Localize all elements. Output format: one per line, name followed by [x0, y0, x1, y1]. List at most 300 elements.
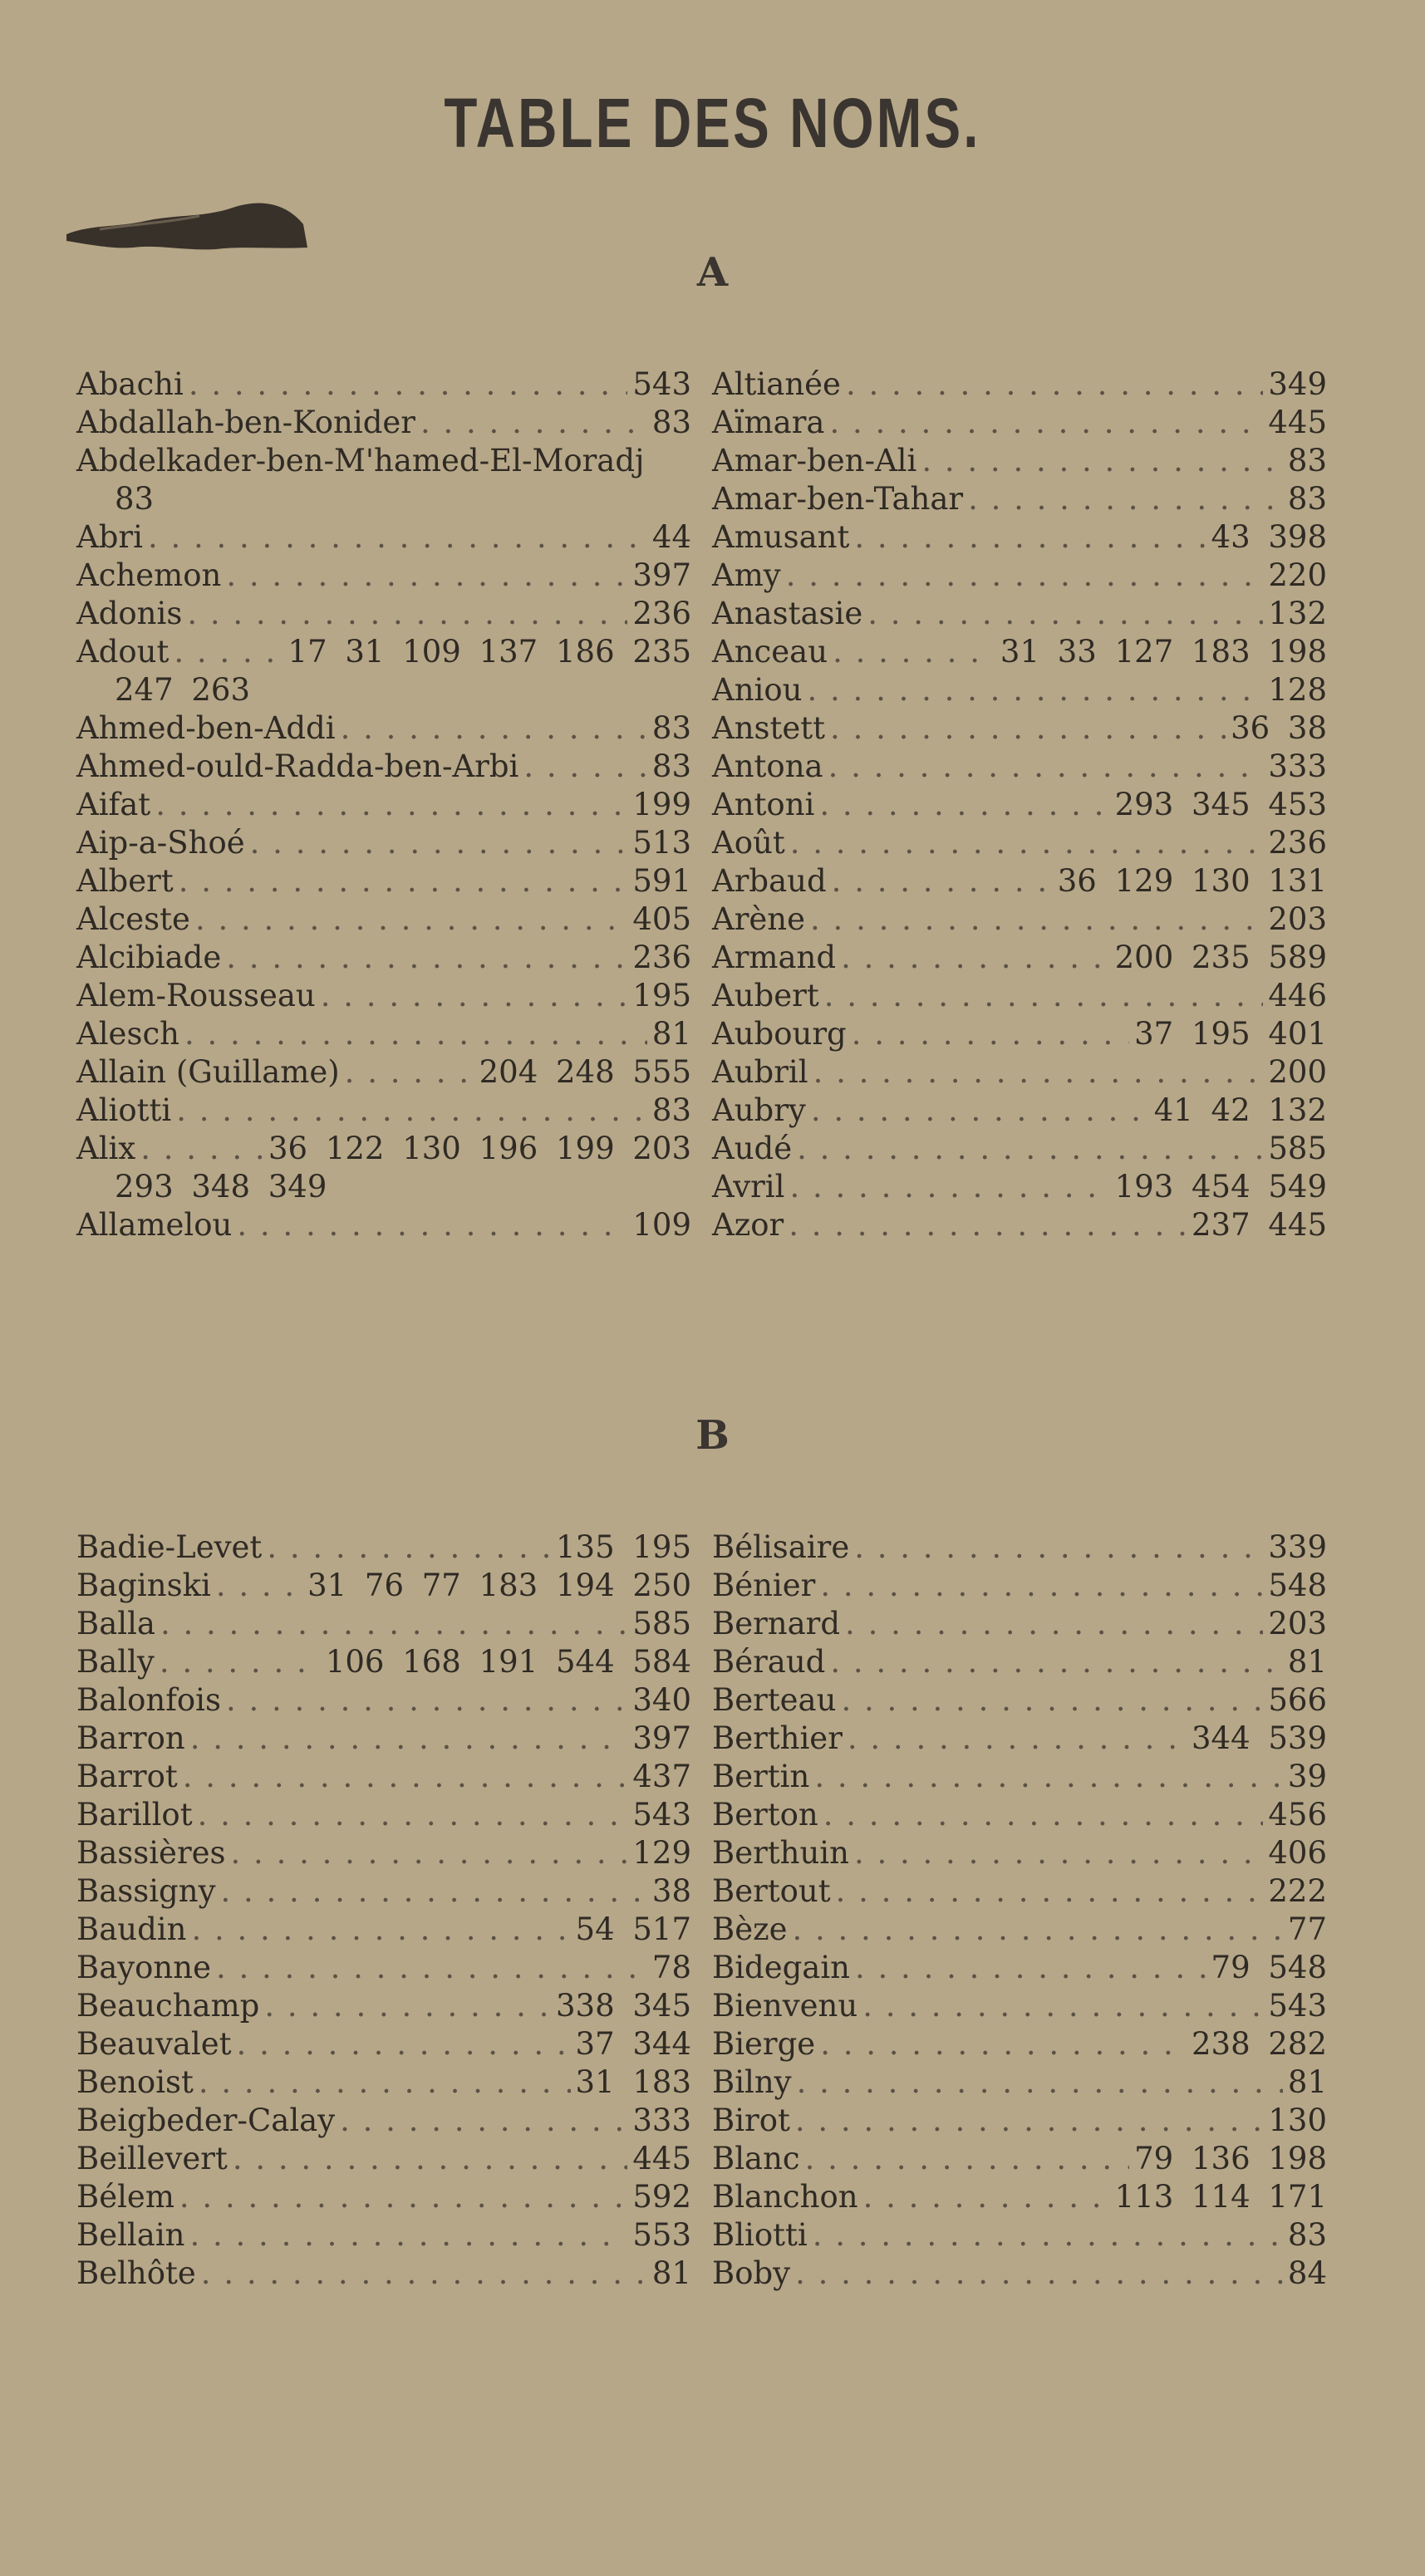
- entry-pages: 81: [1287, 1644, 1327, 1680]
- leader-dots: [805, 2140, 1130, 2178]
- leader-dots: [160, 1643, 321, 1681]
- entry-pages: 36 122 130 196 199 203: [268, 1131, 691, 1166]
- index-entry: [712, 557, 1327, 595]
- index-entry: [76, 1949, 691, 1987]
- entry-name: Aubril: [712, 1054, 808, 1090]
- entry-pages: 195: [632, 978, 691, 1013]
- entry-pages: 397: [632, 557, 691, 593]
- index-entry: [712, 900, 1327, 939]
- entry-pages: 83: [651, 1092, 691, 1128]
- entry-name: Blanc: [712, 2141, 800, 2176]
- entry-name: Bliotti: [712, 2217, 808, 2253]
- index-entry: [76, 2178, 691, 2216]
- entry-pages: 585: [1268, 1131, 1327, 1166]
- entry-pages: 553: [632, 2217, 691, 2253]
- index-entry: [712, 2178, 1327, 2216]
- leader-dots: [808, 671, 1264, 709]
- entry-name: Achemon: [76, 557, 222, 593]
- entry-name: Aubry: [712, 1092, 806, 1128]
- entry-pages: 236: [632, 940, 691, 975]
- leader-dots: [233, 2140, 628, 2178]
- index-entry: [712, 1720, 1327, 1758]
- index-entry: [712, 1681, 1327, 1720]
- leader-dots: [231, 1834, 628, 1872]
- entry-name: Beillevert: [76, 2141, 228, 2176]
- leader-dots: [820, 2025, 1187, 2063]
- index-entry: [712, 786, 1327, 824]
- leader-dots: [854, 1834, 1263, 1872]
- index-entry: [76, 2255, 691, 2293]
- entry-name: Bienvenu: [712, 1988, 858, 2024]
- entry-name: Alesch: [76, 1016, 179, 1052]
- entry-name: Balonfois: [76, 1682, 221, 1718]
- leader-dots: [148, 518, 647, 557]
- leader-dots: [830, 709, 1226, 748]
- leader-dots: [867, 595, 1263, 633]
- entry-pages: 333: [1268, 748, 1327, 784]
- leader-dots: [854, 518, 1206, 557]
- index-entry: [712, 1092, 1327, 1130]
- leader-dots: [824, 977, 1264, 1015]
- leader-dots: [341, 709, 647, 748]
- entry-name: Alem-Rousseau: [76, 978, 316, 1013]
- leader-dots: [863, 2178, 1110, 2216]
- leader-dots: [190, 1720, 628, 1758]
- index-entry: [76, 1053, 691, 1092]
- index-entry: [712, 2063, 1327, 2102]
- index-entry: [76, 1130, 691, 1168]
- entry-name: Ahmed-ould-Radda-ben-Arbi: [76, 748, 519, 784]
- index-entry: [76, 404, 691, 442]
- index-entry: [76, 1567, 691, 1605]
- entry-pages: 293 345 453: [1114, 787, 1327, 822]
- index-entry: [712, 1796, 1327, 1834]
- entry-pages: 543: [632, 1797, 691, 1833]
- index-entry: [76, 977, 691, 1015]
- leader-dots: [786, 557, 1264, 595]
- leader-dots: [813, 2216, 1283, 2255]
- index-entry: [76, 557, 691, 595]
- entry-name: Arbaud: [712, 863, 827, 899]
- index-entry: [712, 2255, 1327, 2293]
- entry-name: Albert: [76, 863, 174, 899]
- leader-dots: [854, 1528, 1263, 1567]
- entry-pages: 237 445: [1191, 1207, 1327, 1243]
- entry-name: Armand: [712, 940, 837, 975]
- entry-pages: 83: [1287, 481, 1327, 517]
- entry-pages: 81: [651, 2255, 691, 2291]
- index-entry: [76, 1834, 691, 1872]
- index-entry: [76, 709, 691, 748]
- entry-pages: 83: [1287, 2217, 1327, 2253]
- leader-dots: [198, 1796, 628, 1834]
- index-entry: [76, 1605, 691, 1643]
- entry-pages: 43 398: [1211, 519, 1327, 555]
- entry-pages: 204 248 555: [479, 1054, 691, 1090]
- entry-pages: 36 129 130 131: [1057, 863, 1327, 899]
- leader-dots: [829, 404, 1263, 442]
- leader-dots: [195, 900, 627, 939]
- leader-dots: [523, 748, 647, 786]
- entry-name: Antona: [712, 748, 823, 784]
- leader-dots: [191, 1911, 570, 1949]
- entry-pages: 236: [632, 596, 691, 631]
- entry-name: Bassières: [76, 1835, 226, 1871]
- entry-name: Abdallah-ben-Konider: [76, 405, 415, 440]
- entry-pages: 41 42 132: [1153, 1092, 1327, 1128]
- section-letter-b: B: [695, 1412, 730, 1459]
- entry-pages: 236: [1268, 825, 1327, 861]
- leader-dots: [845, 1605, 1263, 1643]
- entry-pages: 566: [1268, 1682, 1327, 1718]
- index-entry: [712, 1528, 1327, 1567]
- leader-dots: [968, 480, 1283, 518]
- leader-dots: [216, 1567, 302, 1605]
- leader-dots: [814, 1758, 1283, 1796]
- entry-name: Audé: [712, 1131, 793, 1166]
- entry-name: Bilny: [712, 2064, 792, 2100]
- index-entry: [76, 862, 691, 900]
- entry-name: Beigbeder-Calay: [76, 2103, 336, 2138]
- entry-pages: 344 539: [1191, 1720, 1327, 1756]
- index-entry: [76, 1720, 691, 1758]
- index-entry: [76, 900, 691, 939]
- entry-pages: 543: [1268, 1988, 1327, 2024]
- entry-pages: 437: [632, 1759, 691, 1794]
- index-entry: [712, 862, 1327, 900]
- leader-dots: [795, 2255, 1283, 2293]
- entry-pages: 397: [632, 1720, 691, 1756]
- entry-pages: 405: [632, 901, 691, 937]
- entry-pages: 591: [632, 863, 691, 899]
- leader-dots: [855, 1949, 1206, 1987]
- entry-name: Ahmed-ben-Addi: [76, 710, 336, 746]
- leader-dots: [174, 633, 283, 671]
- entry-pages: 37 344: [575, 2026, 691, 2062]
- leader-dots: [810, 900, 1263, 939]
- index-entry: [712, 595, 1327, 633]
- entry-name: Aniou: [712, 672, 803, 708]
- entry-name: Altianée: [712, 366, 841, 402]
- entry-name: Berthier: [712, 1720, 843, 1756]
- leader-dots: [345, 1053, 474, 1092]
- entry-name: Aip-a-Shoé: [76, 825, 245, 861]
- entry-pages: 338 345: [555, 1988, 691, 2024]
- index-entry: [76, 633, 691, 671]
- entry-name: Badie-Levet: [76, 1529, 263, 1565]
- index-entry: [712, 1605, 1327, 1643]
- entry-pages: 220: [1268, 557, 1327, 593]
- entry-name: Anastasie: [712, 596, 863, 631]
- entry-name: Abachi: [76, 366, 184, 402]
- index-entry: [712, 939, 1327, 977]
- index-entry: [76, 595, 691, 633]
- index-entry: [76, 2216, 691, 2255]
- entry-pages: 79 548: [1211, 1950, 1327, 1985]
- entry-name: Bèze: [712, 1911, 788, 1947]
- index-entry: [712, 518, 1327, 557]
- leader-dots: [140, 1130, 263, 1168]
- index-entry: [712, 404, 1327, 442]
- leader-dots: [797, 1130, 1263, 1168]
- leader-dots: [189, 366, 628, 404]
- index-entry: [712, 1987, 1327, 2025]
- leader-dots: [820, 1567, 1263, 1605]
- index-entry: [712, 1053, 1327, 1092]
- section-a-columns: [76, 366, 1327, 1244]
- index-entry: [712, 366, 1327, 404]
- leader-dots: [789, 1168, 1109, 1206]
- entry-name: Bélisaire: [712, 1529, 850, 1565]
- entry-pages: 349: [1268, 366, 1327, 402]
- entry-pages-continued: 83: [115, 481, 155, 517]
- index-entry: [712, 633, 1327, 671]
- leader-dots: [823, 1796, 1264, 1834]
- leader-dots: [189, 2216, 627, 2255]
- leader-dots: [220, 1872, 646, 1911]
- leader-dots: [833, 633, 995, 671]
- entry-pages: 78: [651, 1950, 691, 1985]
- entry-name: Baudin: [76, 1911, 187, 1947]
- entry-pages: 548: [1268, 1568, 1327, 1603]
- entry-pages: 513: [632, 825, 691, 861]
- index-entry: [712, 1872, 1327, 1911]
- index-entry: [712, 1567, 1327, 1605]
- leader-dots: [264, 1987, 551, 2025]
- entry-pages: 37 195 401: [1134, 1016, 1327, 1052]
- entry-pages: 340: [632, 1682, 691, 1718]
- entry-pages: 200: [1268, 1054, 1327, 1090]
- entry-pages: 445: [632, 2141, 691, 2176]
- entry-pages: 54 517: [575, 1911, 691, 1947]
- entry-name: Anceau: [712, 634, 828, 670]
- entry-pages: 83: [651, 748, 691, 784]
- entry-name: Antoni: [712, 787, 815, 822]
- entry-pages: 38: [651, 1873, 691, 1909]
- index-entry: [76, 1643, 691, 1681]
- leader-dots: [797, 2063, 1283, 2102]
- index-entry: [712, 824, 1327, 862]
- index-entry: [712, 1130, 1327, 1168]
- leader-dots: [340, 2102, 627, 2140]
- leader-dots: [187, 595, 627, 633]
- entry-name: Bally: [76, 1644, 155, 1680]
- entry-name: Allamelou: [76, 1207, 233, 1243]
- column-left: [76, 1528, 691, 2293]
- entry-name: Amar-ben-Ali: [712, 443, 917, 478]
- entry-pages: 445: [1268, 405, 1327, 440]
- leader-dots: [237, 1206, 627, 1244]
- leader-dots: [828, 748, 1264, 786]
- leader-dots: [819, 786, 1109, 824]
- entry-pages: 83: [651, 710, 691, 746]
- entry-name: Bertout: [712, 1873, 831, 1909]
- leader-dots: [836, 1872, 1264, 1911]
- entry-pages: 333: [632, 2103, 691, 2138]
- leader-dots: [155, 786, 627, 824]
- index-entry: [76, 2063, 691, 2102]
- leader-dots: [226, 1681, 627, 1720]
- index-entry: [76, 518, 691, 557]
- entry-pages: 79 136 198: [1134, 2141, 1327, 2176]
- entry-pages: 109: [632, 1207, 691, 1243]
- entry-name: Barrot: [76, 1759, 178, 1794]
- index-entry: [712, 2025, 1327, 2063]
- entry-name: Blanchon: [712, 2179, 858, 2215]
- entry-name: Aubourg: [712, 1016, 847, 1052]
- entry-pages-continued: 293 348 349: [115, 1169, 327, 1205]
- entry-name: Barron: [76, 1720, 185, 1756]
- column-right: [712, 366, 1327, 1244]
- leader-dots: [184, 1015, 647, 1053]
- entry-name: Benoist: [76, 2064, 194, 2100]
- entry-pages: 17 31 109 137 186 235: [287, 634, 691, 670]
- index-entry: [76, 2102, 691, 2140]
- entry-pages: 238 282: [1191, 2026, 1327, 2062]
- entry-pages: 31 183: [575, 2064, 691, 2100]
- entry-name: Abdelkader-ben-M'hamed-El-Moradj: [76, 443, 645, 478]
- entry-pages: 135 195: [555, 1529, 691, 1565]
- entry-name: Barillot: [76, 1797, 193, 1833]
- leader-dots: [921, 442, 1283, 480]
- entry-name: Bayonne: [76, 1950, 211, 1985]
- leader-dots: [832, 862, 1053, 900]
- entry-name: Amar-ben-Tahar: [712, 481, 964, 517]
- index-entry: [76, 939, 691, 977]
- leader-dots: [795, 2102, 1264, 2140]
- entry-pages: 81: [651, 1016, 691, 1052]
- entry-pages: 77: [1287, 1911, 1327, 1947]
- leader-dots: [237, 2025, 571, 2063]
- index-entry: [712, 480, 1327, 518]
- index-entry: [712, 977, 1327, 1015]
- entry-pages: 39: [1287, 1759, 1327, 1794]
- entry-name: Bélem: [76, 2179, 174, 2215]
- entry-name: Alix: [76, 1131, 136, 1166]
- leader-dots: [420, 404, 647, 442]
- entry-name: Baginski: [76, 1568, 211, 1603]
- entry-pages: 543: [632, 366, 691, 402]
- entry-name: Bénier: [712, 1568, 816, 1603]
- entry-name: Alcibiade: [76, 940, 222, 975]
- entry-pages: 130: [1268, 2103, 1327, 2138]
- entry-pages: 456: [1268, 1797, 1327, 1833]
- leader-dots: [216, 1949, 647, 1987]
- index-entry: [712, 1758, 1327, 1796]
- column-left: [76, 366, 691, 1244]
- leader-dots: [846, 366, 1263, 404]
- entry-pages: 339: [1268, 1529, 1327, 1565]
- entry-pages: 193 454 549: [1114, 1169, 1327, 1205]
- entry-pages: 222: [1268, 1873, 1327, 1909]
- index-entry: [712, 1643, 1327, 1681]
- index-entry: [76, 748, 691, 786]
- leader-dots: [160, 1605, 627, 1643]
- entry-pages: 592: [632, 2179, 691, 2215]
- entry-pages: 83: [651, 405, 691, 440]
- leader-dots: [226, 557, 627, 595]
- entry-name: Aliotti: [76, 1092, 172, 1128]
- index-entry: [712, 1015, 1327, 1053]
- index-entry: [76, 1987, 691, 2025]
- entry-name: Abri: [76, 519, 143, 555]
- entry-pages: 44: [651, 519, 691, 555]
- leader-dots: [830, 1643, 1283, 1681]
- leader-dots: [789, 1206, 1187, 1244]
- leader-dots: [226, 939, 627, 977]
- entry-name: Béraud: [712, 1644, 826, 1680]
- index-entry: [76, 366, 691, 404]
- entry-name: Boby: [712, 2255, 791, 2291]
- entry-name: Bellain: [76, 2217, 185, 2253]
- entry-pages: 84: [1287, 2255, 1327, 2291]
- entry-name: Amusant: [712, 519, 850, 555]
- entry-pages: 132: [1268, 596, 1327, 631]
- section-b-columns: [76, 1528, 1327, 2293]
- entry-name: Beauchamp: [76, 1988, 260, 2024]
- page-title: TABLE DES NOMS.: [444, 84, 981, 162]
- index-entry: [712, 442, 1327, 480]
- index-entry: [76, 1206, 691, 1244]
- entry-name: Adonis: [76, 596, 183, 631]
- entry-pages: 203: [1268, 901, 1327, 937]
- entry-name: Bidegain: [712, 1950, 851, 1985]
- index-entry: [76, 1528, 691, 1567]
- entry-name: Berton: [712, 1797, 818, 1833]
- index-entry: [712, 1206, 1327, 1244]
- index-entry: [712, 1834, 1327, 1872]
- index-entry: [712, 709, 1327, 748]
- entry-pages: 31 76 77 183 194 250: [307, 1568, 691, 1603]
- entry-pages: 129: [632, 1835, 691, 1871]
- entry-name: Belhôte: [76, 2255, 196, 2291]
- entry-name: Amy: [712, 557, 781, 593]
- entry-pages: 199: [632, 787, 691, 822]
- entry-name: Allain (Guillame): [76, 1054, 340, 1090]
- entry-name: Balla: [76, 1606, 155, 1641]
- entry-name: Avril: [712, 1169, 785, 1205]
- entry-pages: 128: [1268, 672, 1327, 708]
- entry-pages: 585: [632, 1606, 691, 1641]
- entry-name: Anstett: [712, 710, 826, 746]
- index-entry: [76, 1911, 691, 1949]
- leader-dots: [201, 2255, 647, 2293]
- entry-pages: 36 38: [1231, 710, 1327, 746]
- index-entry: [76, 1872, 691, 1911]
- index-entry: [76, 2025, 691, 2063]
- index-entry: [76, 1758, 691, 1796]
- entry-name: Birot: [712, 2103, 790, 2138]
- index-entry: [712, 2102, 1327, 2140]
- leader-dots: [176, 1092, 647, 1130]
- entry-pages: 203: [1268, 1606, 1327, 1641]
- entry-pages: 81: [1287, 2064, 1327, 2100]
- entry-name: Berthuin: [712, 1835, 849, 1871]
- leader-dots: [848, 1720, 1187, 1758]
- entry-pages-continued: 247 263: [115, 672, 251, 708]
- entry-name: Beauvalet: [76, 2026, 232, 2062]
- entry-name: Bassigny: [76, 1873, 216, 1909]
- index-entry: [712, 748, 1327, 786]
- leader-dots: [813, 1053, 1264, 1092]
- index-entry: [712, 1949, 1327, 1987]
- entry-name: Berteau: [712, 1682, 837, 1718]
- index-entry: [712, 671, 1327, 709]
- entry-name: Arène: [712, 901, 806, 937]
- index-entry: [712, 2140, 1327, 2178]
- leader-dots: [179, 862, 628, 900]
- entry-name: Aifat: [76, 787, 151, 822]
